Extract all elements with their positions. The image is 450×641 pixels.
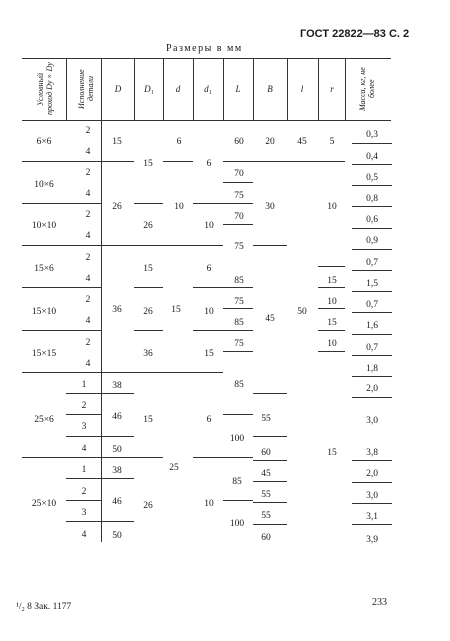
table-cell: 15×6	[34, 264, 54, 274]
table-cell: 3	[81, 422, 87, 432]
table-cell: 75	[234, 339, 244, 349]
table-cell: 55	[261, 511, 271, 521]
table-cell: 2	[81, 401, 87, 411]
table-cell: 0,6	[366, 215, 378, 225]
table-cell: 75	[234, 191, 244, 201]
table-cell: 3,9	[366, 535, 378, 545]
table-cell: 10	[204, 499, 214, 509]
table-cell: 45	[297, 137, 307, 147]
standard-number: ГОСТ 22822—83 С. 2	[300, 28, 410, 40]
table-cell: 45	[261, 469, 271, 479]
table-cell: 3,0	[366, 416, 378, 426]
footer-order: ¹/₂ 8 Зак. 1177	[16, 602, 72, 612]
table-cell: 0,4	[366, 152, 378, 162]
table-cell: 50	[112, 445, 122, 455]
col-header-d1: d₁	[204, 84, 212, 94]
table-cell: 4	[85, 359, 91, 369]
table-subtitle: Размеры в мм	[166, 43, 243, 54]
table-cell: 10×6	[34, 180, 54, 190]
table-cell: 20	[265, 137, 275, 147]
table-cell: 55	[261, 490, 271, 500]
table-cell: 15	[143, 415, 153, 425]
table-cell: 6	[206, 264, 212, 274]
col-header-l: l	[300, 84, 304, 94]
table-cell: 15	[327, 318, 337, 328]
table-cell: 15	[327, 448, 337, 458]
table-cell: 10	[204, 221, 214, 231]
col-header-B: B	[267, 84, 273, 94]
table-cell: 4	[85, 274, 91, 284]
table-cell: 85	[234, 380, 244, 390]
col-header-mass: Масса, кг, не более	[358, 67, 376, 111]
table-cell: 15	[143, 264, 153, 274]
table-cell: 100	[229, 519, 245, 529]
table-cell: 3,8	[366, 448, 378, 458]
table-cell: 2	[85, 210, 91, 220]
table-cell: 26	[112, 202, 122, 212]
table-cell: 10	[327, 297, 337, 307]
table-cell: 38	[112, 381, 122, 391]
table-cell: 25×6	[34, 415, 54, 425]
table-cell: 15×15	[31, 349, 57, 359]
table-cell: 10×10	[31, 221, 57, 231]
table-cell: 46	[112, 412, 122, 422]
table-cell: 100	[229, 434, 245, 444]
col-header-D: D	[114, 84, 122, 94]
table-cell: 6	[206, 159, 212, 169]
table-cell: 1,6	[366, 321, 378, 331]
table-cell: 10	[204, 307, 214, 317]
table-cell: 10	[174, 202, 184, 212]
table-cell: 0,7	[366, 258, 378, 268]
table-cell: 50	[297, 307, 307, 317]
table-cell: 38	[112, 466, 122, 476]
table-cell: 15	[171, 305, 181, 315]
table-cell: 10	[327, 339, 337, 349]
col-header-L: L	[235, 84, 241, 94]
table-cell: 0,7	[366, 300, 378, 310]
col-header-nominal-bore: Условный проход Dy×Dy	[36, 62, 54, 116]
table-cell: 26	[143, 221, 153, 231]
table-cell: 55	[261, 414, 271, 424]
table-cell: 15×10	[31, 307, 57, 317]
table-cell: 1,5	[366, 279, 378, 289]
table-cell: 2,0	[366, 384, 378, 394]
table-cell: 2	[85, 126, 91, 136]
table-cell: 60	[234, 137, 244, 147]
table-cell: 6	[176, 137, 182, 147]
table-cell: 0,8	[366, 194, 378, 204]
table-cell: 1,8	[366, 364, 378, 374]
table-cell: 46	[112, 497, 122, 507]
table-cell: 36	[143, 349, 153, 359]
table-cell: 3	[81, 508, 87, 518]
table-cell: 2	[85, 338, 91, 348]
table-cell: 4	[85, 231, 91, 241]
table-cell: 4	[81, 530, 87, 540]
table-cell: 45	[265, 314, 275, 324]
table-cell: 3,0	[366, 491, 378, 501]
table-cell: 15	[112, 137, 122, 147]
table-cell: 2	[85, 295, 91, 305]
table-cell: 75	[234, 297, 244, 307]
table-cell: 25×10	[31, 499, 57, 509]
table-cell: 26	[143, 307, 153, 317]
table-cell: 70	[234, 212, 244, 222]
table-cell: 2	[85, 168, 91, 178]
table-cell: 2	[85, 253, 91, 263]
table-cell: 26	[143, 501, 153, 511]
table-cell: 60	[261, 533, 271, 543]
table-cell: 60	[261, 448, 271, 458]
table-cell: 50	[112, 531, 122, 541]
table-cell: 4	[85, 147, 91, 157]
table-cell: 10	[327, 202, 337, 212]
table-cell: 15	[143, 159, 153, 169]
table-cell: 25	[169, 463, 179, 473]
table-cell: 2,0	[366, 469, 378, 479]
table-cell: 2	[81, 487, 87, 497]
col-header-D1: D₁	[144, 84, 154, 94]
table-cell: 1	[81, 380, 87, 390]
table-cell: 85	[234, 318, 244, 328]
table-cell: 85	[234, 276, 244, 286]
table-cell: 0,9	[366, 236, 378, 246]
table-cell: 1	[81, 465, 87, 475]
table-cell: 0,5	[366, 173, 378, 183]
col-header-r: r	[330, 84, 334, 94]
table-cell: 30	[265, 202, 275, 212]
table-cell: 70	[234, 169, 244, 179]
table-cell: 75	[234, 242, 244, 252]
table-cell: 4	[85, 316, 91, 326]
table-cell: 3,1	[366, 512, 378, 522]
col-header-variant: Исполнение детали	[77, 69, 95, 109]
table-cell: 6	[206, 415, 212, 425]
table-cell: 4	[81, 444, 87, 454]
table-cell: 15	[327, 276, 337, 286]
col-header-d: d	[175, 84, 181, 94]
table-cell: 85	[232, 477, 242, 487]
table-cell: 15	[204, 349, 214, 359]
table-cell: 5	[329, 137, 335, 147]
table-cell: 6×6	[36, 137, 52, 147]
table-cell: 36	[112, 305, 122, 315]
table-cell: 4	[85, 189, 91, 199]
page-number: 233	[372, 597, 387, 608]
table-cell: 0,7	[366, 343, 378, 353]
table-cell: 0,3	[366, 130, 378, 140]
